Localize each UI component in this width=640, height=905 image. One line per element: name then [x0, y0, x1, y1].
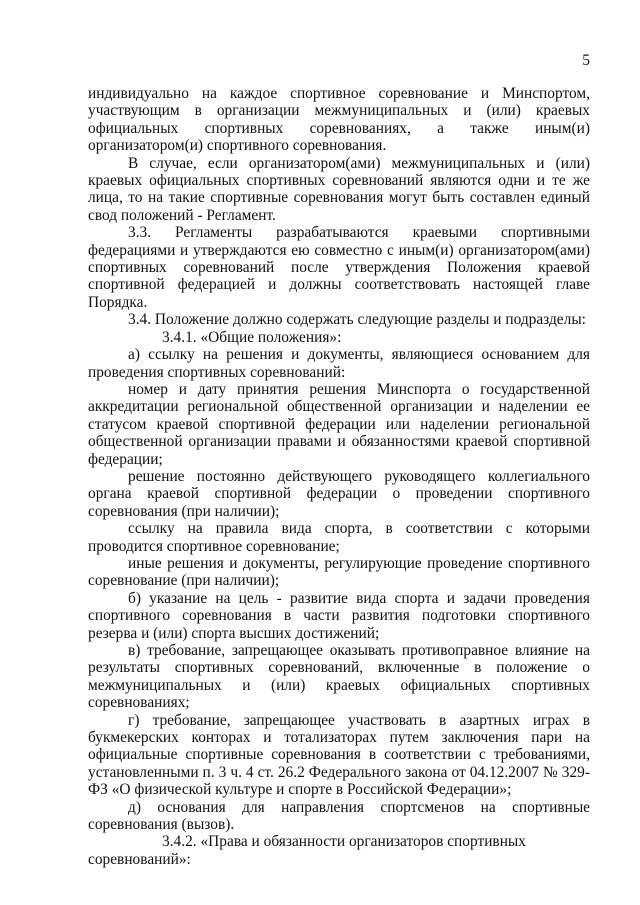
subheading-3-4-1: 3.4.1. «Общие положения»:	[162, 328, 342, 346]
paragraph-3-3: 3.3. Регламенты разрабатываются краевыми спортивными федерациями и утверждаются ею совместно с иным(и) организатором(ами) спортивных соревнований после утверждения Положения краевой спортивной федерацией и должны соответствовать настоящей главе Порядка.	[88, 224, 590, 311]
page-number: 5	[582, 52, 590, 69]
list-item-a: а) ссылку на решения и документы, являющиеся основанием для проведения спортивных соревнований:	[88, 346, 590, 381]
paragraph-same-organizers: В случае, если организатором(ами) межмуниципальных и (или) краевых официальных спортивных соревнований являются одни и те же лица, то на такие спортивные соревнования могут быть составлен единый свод положений - Регламент.	[88, 154, 590, 224]
subheading-3-4-2: 3.4.2. «Права и обязанности организаторов спортивных соревнований»:	[88, 833, 526, 868]
list-item-collegial-body-decision: решение постоянно действующего руководящего коллегиального органа краевой спортивной федерации о проведении спортивного соревнования (при наличии);	[88, 467, 590, 520]
document-body	[88, 85, 590, 868]
list-item-b: б) указание на цель - развитие вида спорта и задачи проведения спортивного соревнования в части развития подготовки спортивного резерва и (или) спорта высших достижений;	[88, 589, 590, 642]
list-item-sport-rules: ссылку на правила вида спорта, в соответствии с которыми проводится спортивное соревнование;	[88, 520, 590, 555]
list-item-accreditation-decision: номер и дату принятия решения Минспорта о государственной аккредитации региональной общественной организации и наделении ее статусом краевой спортивной федерации или наделении региональной общественной организации правами и обязанностями краевой спортивной федерации;	[88, 380, 590, 468]
paragraph-3-4: 3.4. Положение должно содержать следующие разделы и подразделы:	[128, 311, 586, 329]
list-item-other-documents: иные решения и документы, регулирующие проведение спортивного соревнование (при наличии);	[88, 554, 590, 590]
paragraph-continuation: индивидуально на каждое спортивное соревнование и Минспортом, участвующим в организации межмуниципальных и (или) краевых официальных спортивных соревнованиях, а также иным(и) организатором(и) спортивного соревнования.	[88, 85, 590, 155]
list-item-d: д) основания для направления спортсменов на спортивные соревнования (вызов).	[88, 798, 590, 834]
list-item-v: в) требование, запрещающее оказывать противоправное влияние на результаты спортивных соревнований, включенные в положение о межмуниципальных и (или) краевых официальных спортивных соревнованиях;	[88, 642, 590, 712]
list-item-g: г) требование, запрещающее участвовать в азартных играх в букмекерских конторах и тотализаторах путем заключения пари на официальные спортивные соревнования в соответствии с требованиями, установленными п. 3 ч. 4 ст. 26.2 Федерального закона от 04.12.2007 № 329-ФЗ «О физической культуре и спорте в Российской Федерации»;	[88, 711, 590, 799]
